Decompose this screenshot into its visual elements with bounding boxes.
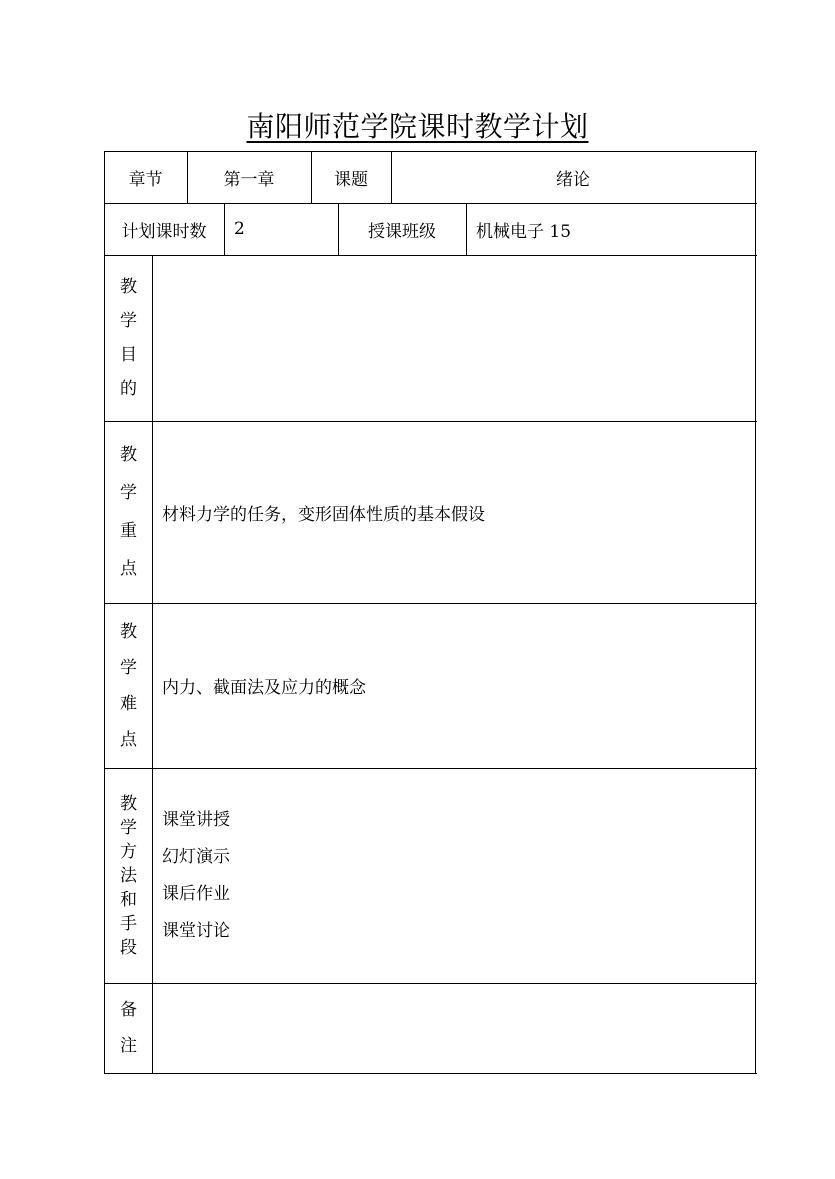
key-points-content: 材料力学的任务，变形固体性质的基本假设 [162,504,485,525]
col-divider [224,203,225,255]
difficulties-label: 教 学 难 点 [120,621,137,750]
methods-label: 教 学 方 法 和 手 段 [120,793,137,958]
method-item: 课堂讨论 [162,920,230,941]
chapter-value: 第一章 [223,169,275,190]
class-label: 授课班级 [368,221,436,242]
col-divider [466,203,467,255]
class-value: 机械电子 15 [476,221,572,242]
objectives-label: 教 学 目 的 [120,277,137,399]
method-item: 幻灯演示 [162,846,230,867]
topic-value: 绪论 [556,169,590,190]
planned-hours-value: 2 [234,219,245,239]
methods-content [162,768,230,983]
row-divider [104,255,757,256]
topic-label: 课题 [334,169,368,190]
planned-hours-label: 计划课时数 [121,221,207,242]
method-item: 课后作业 [162,883,230,904]
page-title: 南阳师范学院课时教学计划 [246,110,589,143]
key-points-label: 教 学 重 点 [120,445,137,579]
row-divider [104,983,757,984]
table-border-bottom [104,1073,757,1074]
chapter-label: 章节 [128,169,163,190]
method-item: 课堂讲授 [162,809,230,830]
difficulties-content: 内力、截面法及应力的概念 [162,678,366,698]
notes-label: 备 注 [120,1000,137,1056]
table-border-right [755,151,756,1074]
